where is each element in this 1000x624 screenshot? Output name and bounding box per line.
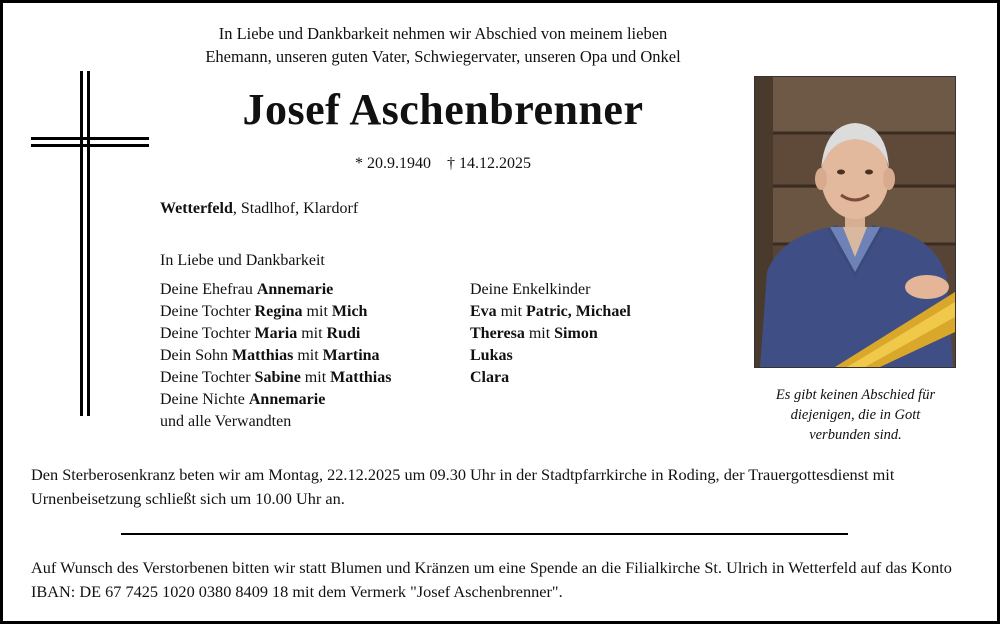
intro-text (103, 22, 783, 68)
grandchild-row: Eva mit Patric, Michael (470, 303, 631, 320)
hometown (160, 198, 358, 220)
family-list (160, 279, 391, 433)
family-row: Deine Nichte Annemarie (160, 391, 326, 408)
death-date: † 14.12.2025 (447, 155, 531, 172)
deceased-name: Josef Aschenbrenner (242, 85, 644, 134)
memorial-quote: Es gibt keinen Abschied für diejenigen, die in Gott verbunden sind. (775, 387, 936, 443)
life-dates (343, 153, 543, 175)
family-row: und alle Verwandten (160, 413, 292, 430)
birth-date: * 20.9.1940 (355, 155, 431, 172)
hometown-rest: , Stadlhof, Klardorf (232, 200, 359, 217)
family-row: Deine Ehefrau Annemarie (160, 281, 334, 298)
grandchild-row: Theresa mit Simon (470, 325, 598, 342)
donation-request: Auf Wunsch des Verstorbenen bitten wir statt Blumen und Kränzen um eine Spende an die Filialkirche St. Ulrich in Wetterfeld auf das Konto IBAN: DE 67 7425 1020 0380 8409 18 mit dem Vermerk "Josef Aschenbrenner". (31, 558, 952, 601)
intro-line-2: Ehemann, unseren guten Vater, Schwiegervater, unseren Opa und Onkel (205, 47, 681, 66)
divider-line (121, 533, 848, 535)
grandchildren-title: Deine Enkelkinder (470, 281, 591, 298)
grandchild-row: Lukas (470, 347, 513, 364)
grandchildren-list (470, 279, 631, 389)
family-row: Deine Tochter Sabine mit Matthias (160, 369, 392, 386)
hometown-main: Wetterfeld (160, 200, 233, 217)
cross-icon (31, 71, 151, 416)
funeral-service-info: Den Sterberosenkranz beten wir am Montag, 22.12.2025 um 09.30 Uhr in der Stadtpfarrkirche in Roding, der Trauergottesdienst mit Urnenbeisetzung schließt sich um 10.00 Uhr an. (31, 465, 895, 508)
intro-line-1: In Liebe und Dankbarkeit nehmen wir Abschied von meinem lieben (218, 24, 668, 43)
family-row: Dein Sohn Matthias mit Martina (160, 347, 380, 364)
family-row: Deine Tochter Maria mit Rudi (160, 325, 361, 342)
grandchild-row: Clara (470, 369, 510, 386)
family-greeting: In Liebe und Dankbarkeit (160, 252, 325, 269)
portrait-photo (754, 76, 956, 368)
family-row: Deine Tochter Regina mit Mich (160, 303, 368, 320)
